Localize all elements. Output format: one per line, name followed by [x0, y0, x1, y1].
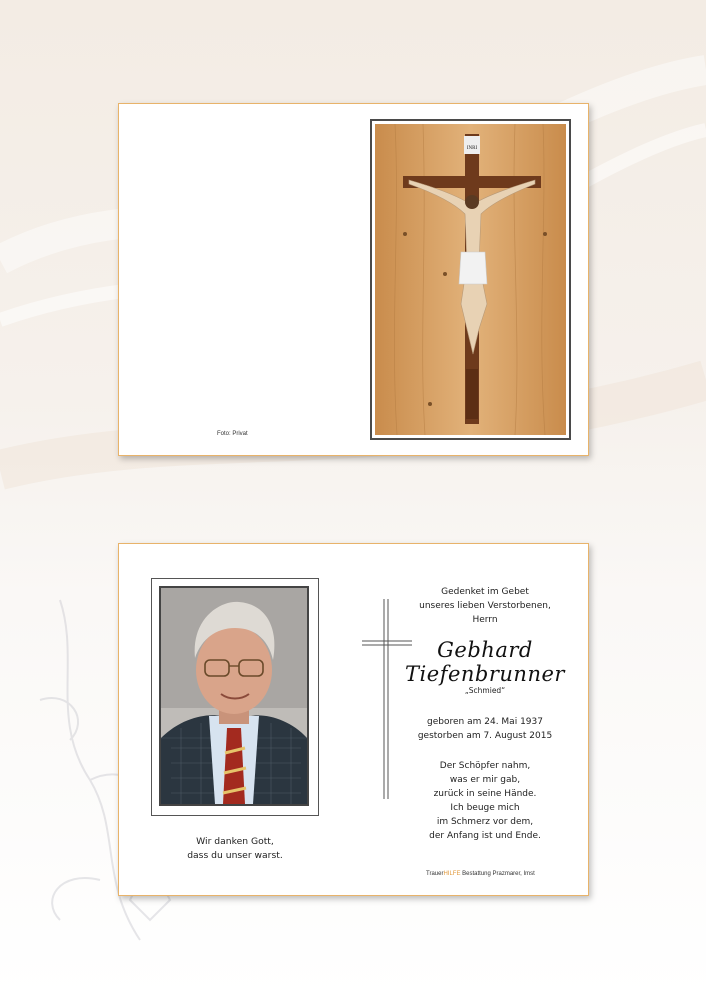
intro-text — [401, 585, 569, 627]
portrait-photo — [159, 586, 309, 806]
inri-sign: INRI — [466, 146, 478, 151]
first-name: Gebhard — [437, 638, 533, 662]
intro-line: Herrn — [472, 615, 498, 625]
intro-line: Gedenket im Gebet — [441, 587, 529, 597]
death-date: gestorben am 7. August 2015 — [417, 731, 553, 741]
deceased-name — [401, 638, 569, 696]
crucifix-image — [375, 124, 566, 435]
photo-credit: Foto: Privat — [217, 431, 248, 437]
memorial-card-front — [118, 103, 589, 456]
poem-line: der Anfang ist und Ende. — [429, 831, 541, 841]
poem-line: zurück in seine Hände. — [433, 789, 537, 799]
poem — [401, 759, 569, 843]
poem-line: im Schmerz vor dem, — [436, 817, 534, 827]
brand-hilfe: HILFE — [443, 871, 461, 877]
nickname: „Schmied“ — [464, 686, 506, 695]
intro-line: unseres lieben Verstorbenen, — [419, 601, 551, 611]
funeral-home-name: Bestattung Prazmarer, Imst — [460, 871, 535, 877]
portrait-frame — [151, 578, 319, 816]
life-dates — [401, 715, 569, 743]
brand-trauer: Trauer — [426, 871, 444, 877]
thanks-text — [165, 835, 305, 863]
birth-date: geboren am 24. Mai 1937 — [427, 717, 543, 727]
thanks-line: Wir danken Gott, — [196, 836, 274, 847]
thanks-line: dass du unser warst. — [187, 850, 283, 861]
crucifix-photo-frame — [370, 119, 571, 440]
funeral-home-credit — [426, 871, 535, 877]
poem-line: Ich beuge mich — [450, 803, 520, 813]
memorial-card-back — [118, 543, 589, 896]
last-name: Tiefenbrunner — [405, 662, 565, 686]
poem-line: Der Schöpfer nahm, — [439, 761, 531, 771]
poem-line: was er mir gab, — [449, 775, 521, 785]
portrait-image — [161, 588, 307, 804]
